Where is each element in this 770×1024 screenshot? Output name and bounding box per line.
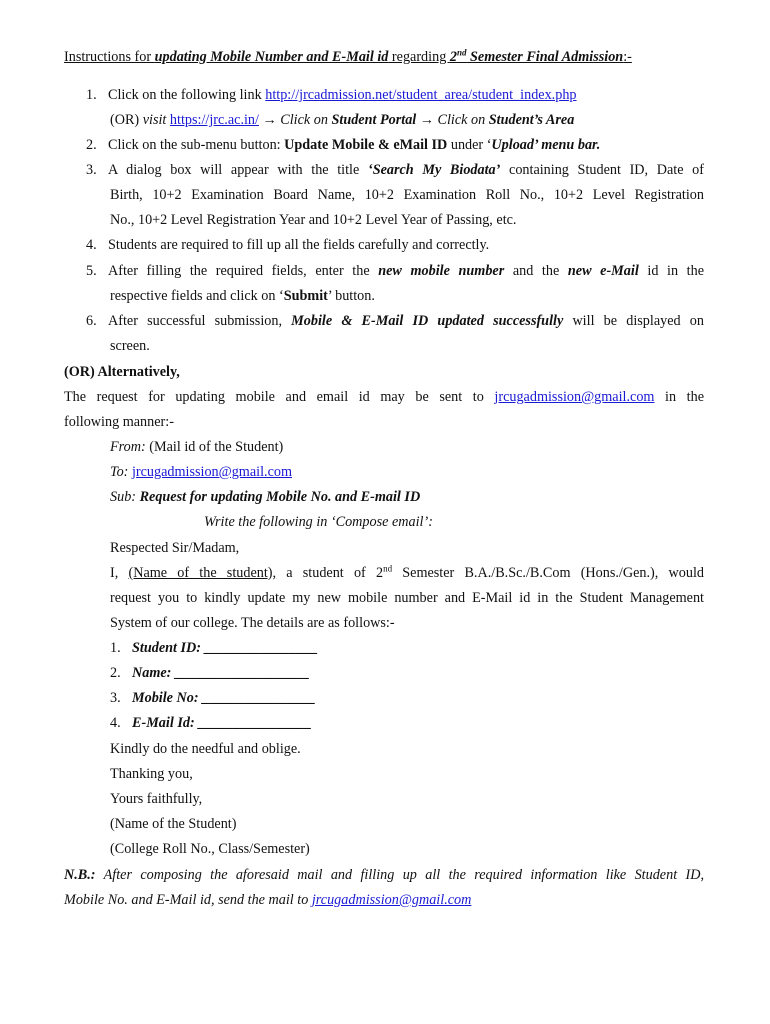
step-text: will be displayed on bbox=[563, 313, 704, 329]
step-text: under ‘ bbox=[447, 137, 492, 153]
title-mid: regarding bbox=[388, 49, 450, 65]
email-id-field: E-Mail Id: ________________ bbox=[132, 715, 312, 731]
mobile-no-field: Mobile No: ________________ bbox=[132, 690, 316, 706]
step-3 bbox=[86, 160, 704, 180]
step-text: ’ button. bbox=[327, 288, 375, 304]
letter-line-2: request you to kindly update my new mobile number and E-Mail id in the Student Management bbox=[110, 590, 704, 606]
student-name-placeholder: (Name of the student), bbox=[128, 565, 277, 581]
or-text: (OR) bbox=[110, 112, 143, 128]
step-text: Click on the sub-menu button: bbox=[108, 137, 285, 153]
click-text: Click on bbox=[280, 112, 332, 128]
visit-text: visit bbox=[142, 112, 170, 128]
letter-line-1 bbox=[110, 563, 704, 583]
arrow-right-icon: → bbox=[416, 112, 438, 128]
college-link[interactable]: https://jrc.ac.in/ bbox=[169, 112, 259, 128]
step-4 bbox=[86, 235, 489, 255]
detail-number: 1. bbox=[110, 640, 121, 656]
detail-number: 4. bbox=[110, 715, 121, 731]
detail-item bbox=[110, 713, 312, 733]
detail-number: 3. bbox=[110, 690, 121, 706]
step-text: id in the bbox=[638, 263, 704, 279]
from-value: (Mail id of the Student) bbox=[145, 439, 284, 455]
to-line bbox=[110, 462, 292, 482]
arrow-right-icon: → bbox=[258, 112, 281, 128]
step-2 bbox=[86, 135, 600, 155]
page-title bbox=[64, 47, 632, 67]
subject-value: Request for updating Mobile No. and E-mail ID bbox=[139, 489, 421, 505]
upload-menu-label: Upload’ menu bar. bbox=[491, 137, 601, 153]
letter-closing-2: Thanking you, bbox=[110, 766, 193, 782]
success-message-label: Mobile & E-Mail ID updated successfully bbox=[291, 313, 564, 329]
title-prefix: Instructions for bbox=[64, 49, 155, 65]
new-email-label: new e-Mail bbox=[567, 263, 639, 279]
alternative-paragraph-line-2: following manner:- bbox=[64, 414, 174, 430]
title-num: 2 bbox=[449, 49, 457, 65]
click-text: Click on bbox=[437, 112, 489, 128]
title-bold-1: updating Mobile Number and E-Mail id bbox=[154, 49, 389, 65]
step-text: After filling the required fields, enter the bbox=[108, 263, 379, 279]
step-text: Click on the following link bbox=[108, 87, 266, 103]
title-sup: nd bbox=[456, 47, 467, 58]
alternative-paragraph bbox=[64, 387, 704, 407]
email-link[interactable]: jrcugadmission@gmail.com bbox=[494, 389, 655, 405]
title-suffix: :- bbox=[623, 49, 632, 65]
subject-label: Sub: bbox=[110, 489, 140, 505]
letter-text: a student of 2 bbox=[276, 565, 384, 581]
to-label: To: bbox=[110, 464, 132, 480]
title-bold-2: Semester Final Admission bbox=[466, 49, 624, 65]
step-3-line-2: Birth, 10+2 Examination Board Name, 10+2 Examination Roll No., 10+2 Level Registration bbox=[110, 187, 704, 203]
step-5-line-2 bbox=[110, 286, 375, 306]
admission-link[interactable]: http://jrcadmission.net/student_area/student_index.php bbox=[265, 87, 577, 103]
update-mobile-email-label: Update Mobile & eMail ID bbox=[284, 137, 448, 153]
name-field: Name: ___________________ bbox=[132, 665, 310, 681]
step-text: and the bbox=[504, 263, 568, 279]
from-line bbox=[110, 437, 283, 457]
from-label: From: bbox=[110, 439, 146, 455]
step-number: 4. bbox=[86, 237, 97, 253]
student-id-field: Student ID: ________________ bbox=[132, 640, 319, 656]
step-5 bbox=[86, 261, 704, 281]
letter-closing-3: Yours faithfully, bbox=[110, 791, 203, 807]
step-6 bbox=[86, 311, 704, 331]
subject-line bbox=[110, 487, 420, 507]
detail-item bbox=[110, 663, 310, 683]
step-text: A dialog box will appear with the title bbox=[108, 162, 368, 178]
nb-text: Mobile No. and E-Mail id, send the mail to bbox=[64, 892, 312, 908]
letter-greeting: Respected Sir/Madam, bbox=[110, 540, 240, 556]
step-text: containing Student ID, Date of bbox=[500, 162, 705, 178]
detail-item bbox=[110, 638, 318, 658]
step-number: 2. bbox=[86, 137, 97, 153]
step-number: 6. bbox=[86, 313, 97, 329]
step-text: Students are required to fill up all the fields carefully and correctly. bbox=[108, 237, 490, 253]
submit-label: Submit bbox=[283, 288, 328, 304]
step-text: After successful submission, bbox=[108, 313, 292, 329]
nb-line-1 bbox=[64, 865, 704, 885]
alternative-heading: (OR) Alternatively, bbox=[64, 364, 180, 380]
step-number: 3. bbox=[86, 162, 97, 178]
letter-text: Semester B.A./B.Sc./B.Com (Hons./Gen.), would bbox=[392, 565, 704, 581]
paragraph-text: in the bbox=[654, 389, 704, 405]
nb-line-2 bbox=[64, 890, 471, 910]
step-text: respective fields and click on ‘ bbox=[110, 288, 284, 304]
detail-item bbox=[110, 688, 316, 708]
step-6-line-2: screen. bbox=[110, 338, 150, 354]
student-portal-label: Student Portal bbox=[331, 112, 417, 128]
paragraph-text: The request for updating mobile and email id may be sent to bbox=[64, 389, 495, 405]
step-1 bbox=[86, 85, 577, 105]
to-email-link[interactable]: jrcugadmission@gmail.com bbox=[131, 464, 292, 480]
letter-signature-roll: (College Roll No., Class/Semester) bbox=[110, 841, 310, 857]
letter-signature-name: (Name of the Student) bbox=[110, 816, 237, 832]
nb-email-link[interactable]: jrcugadmission@gmail.com bbox=[311, 892, 472, 908]
search-biodata-label: ‘Search My Biodata’ bbox=[367, 162, 501, 178]
step-number: 1. bbox=[86, 87, 97, 103]
step-3-line-3: No., 10+2 Level Registration Year and 10+2 Level Year of Passing, etc. bbox=[110, 212, 517, 228]
step-number: 5. bbox=[86, 263, 97, 279]
nb-label: N.B.: bbox=[64, 867, 96, 883]
letter-line-3: System of our college. The details are as follows:- bbox=[110, 615, 395, 631]
compose-instruction: Write the following in ‘Compose email’: bbox=[204, 514, 433, 530]
new-mobile-label: new mobile number bbox=[378, 263, 505, 279]
student-area-label: Student’s Area bbox=[488, 112, 575, 128]
detail-number: 2. bbox=[110, 665, 121, 681]
nb-text: After composing the aforesaid mail and filling up all the required information like Student ID, bbox=[95, 867, 704, 883]
step-1-alt bbox=[110, 110, 574, 130]
letter-text: I, bbox=[110, 565, 129, 581]
letter-sup: nd bbox=[383, 563, 393, 574]
letter-closing-1: Kindly do the needful and oblige. bbox=[110, 741, 301, 757]
